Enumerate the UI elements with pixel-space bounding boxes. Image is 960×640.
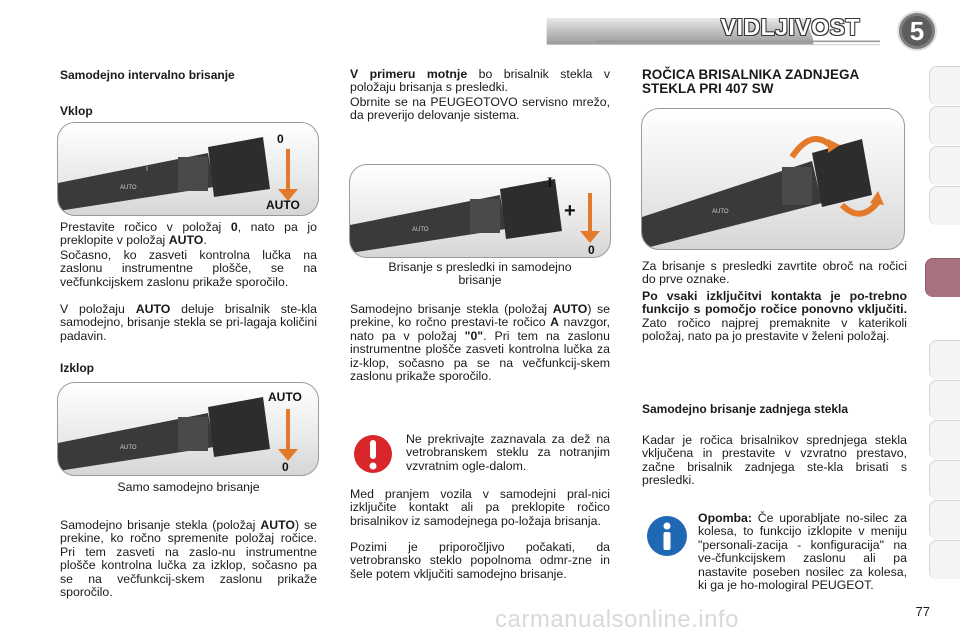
figure-rear-wiper-stalk: [641, 108, 905, 250]
fig1-label-0: 0: [277, 132, 284, 146]
figure-stalk-off: [57, 382, 319, 476]
chapter-tab-9[interactable]: [929, 460, 960, 499]
svg-text:AUTO: AUTO: [120, 445, 137, 451]
chapter-tab-5-active[interactable]: [925, 258, 960, 297]
chapter-tab-3[interactable]: [929, 146, 960, 185]
svg-text:I: I: [146, 166, 148, 173]
warning-text: Ne prekrivajte zaznavala za dež na vetrobranskem steklu za notranjim vzvratnim ogle-dalom.: [406, 432, 610, 473]
paragraph: Pozimi je priporočljivo počakati, da vetrobransko steklo popolnoma odmr-zne in šele potem vključiti samodejno brisanje.: [350, 540, 610, 581]
svg-text:AUTO: AUTO: [412, 227, 429, 233]
stalk-illustration: [642, 109, 904, 249]
paragraph: Kadar je ročica brisalnikov sprednjega stekla vključena in prestavite v vzvratno prestavo, začne brisalnik zadnjega ste-kla brisati s presledki.: [642, 433, 907, 488]
svg-text:AUTO: AUTO: [268, 390, 302, 404]
subheading-izklop: Izklop: [60, 361, 95, 375]
paragraph: Prestavite ročico v položaj 0, nato pa jo preklopite v položaj AUTO.: [60, 220, 317, 248]
svg-text:I: I: [547, 175, 553, 191]
watermark: carmanualsonline.info: [495, 606, 739, 633]
chapter-tab-8[interactable]: [929, 420, 960, 459]
svg-text:0: 0: [588, 243, 595, 257]
svg-text:+: +: [564, 200, 576, 222]
figure-stalk-intermittent: [349, 164, 611, 258]
svg-text:0: 0: [282, 460, 289, 474]
page-number: 77: [915, 604, 930, 619]
paragraph: Med pranjem vozila v samodejni pral-nici izključite kontakt ali pa preklopite ročico brisalnikov iz samodejnega po-ložaja brisanja.: [350, 487, 610, 528]
stalk-illustration: [350, 165, 610, 257]
chapter-tab-10[interactable]: [929, 500, 960, 539]
paragraph: Samodejno brisanje stekla (položaj AUTO) se prekine, ko ročno prestavi-te ročico A navzgor, nato pa v položaj "0". Pri tem na zaslonu instrumentne plošče zasveti kontrolna lučka za iz-klop, sočasno pa se na večfunkcij-skem zaslonu prikaže sporočilo.: [350, 302, 611, 384]
paragraph: Samodejno brisanje stekla (položaj AUTO) se prekine, ko ročno spremenite položaj ročice. Pri tem zasveti na zaslo-nu instrumentne plošče kontrolna lučka za izklop, sočasno pa se na večfunkcij-skem zaslonu prikaže sporočilo.: [60, 518, 317, 600]
section-heading: Samodejno intervalno brisanje: [60, 68, 235, 82]
subheading-vklop: Vklop: [60, 104, 93, 118]
note-text-head: Opomba: Če uporabljate no-silec za kolesa, to funkcijo izklopite v meniju "personali-zacija - konfiguracija" na ve-čfunkcijskem zaslonu ali pa nastavite poseben nosilec za kolesa, ki ga je ho-mologiral PEUGEOT.: [698, 511, 907, 593]
chapter-tab-2[interactable]: [929, 106, 960, 145]
figure-stalk-on: [57, 122, 319, 216]
paragraph: Sočasno, ko zasveti kontrolna lučka na zaslonu instrumentne plošče, se na večfunkcijskem zaslonu prikaže sporočilo.: [60, 248, 317, 289]
stalk-illustration: [58, 123, 318, 215]
warning-icon: [352, 430, 394, 478]
chapter-tab-7[interactable]: [929, 380, 960, 419]
svg-text:AUTO: AUTO: [120, 185, 137, 191]
chapter-tab-1[interactable]: [929, 66, 960, 105]
fig1-label-auto: AUTO: [266, 198, 300, 212]
stalk-illustration: [58, 383, 318, 475]
figure-caption: Brisanje s presledki in samodejno brisanje: [388, 260, 572, 288]
paragraph: Po vsaki izključitvi kontakta je po-trebno funkcijo s pomočjo ročice ponovno vključiti. Zato ročico najprej premaknite v katerikoli položaj, nato pa jo prestavite v želeni položaj.: [642, 289, 907, 344]
paragraph: Za brisanje s presledki zavrtite obroč na ročici do prve oznake.: [642, 259, 907, 287]
figure-caption: Samo samodejno brisanje: [117, 480, 260, 494]
chapter-tab-4[interactable]: [929, 186, 960, 225]
paragraph: V primeru motnje bo brisalnik stekla v položaju brisanja s presledki.: [350, 67, 610, 95]
paragraph: Obrnite se na PEUGEOTOVO servisno mrežo, da preverijo delovanje sistema.: [350, 95, 610, 123]
chapter-tab-6[interactable]: [929, 340, 960, 379]
svg-text:AUTO: AUTO: [712, 209, 729, 215]
section-heading: ROČICA BRISALNIKA ZADNJEGA STEKLA PRI 407 SW: [642, 67, 859, 96]
chapter-tab-11[interactable]: [929, 540, 960, 579]
info-icon: [645, 512, 689, 560]
subheading: Samodejno brisanje zadnjega stekla: [642, 402, 849, 416]
chapter-number: 5: [909, 16, 925, 46]
paragraph: V položaju AUTO deluje brisalnik ste-kla samodejno, brisanje stekla se pri-lagaja količini padavin.: [60, 302, 317, 343]
chapter-title: VIDLJIVOST: [720, 14, 860, 40]
